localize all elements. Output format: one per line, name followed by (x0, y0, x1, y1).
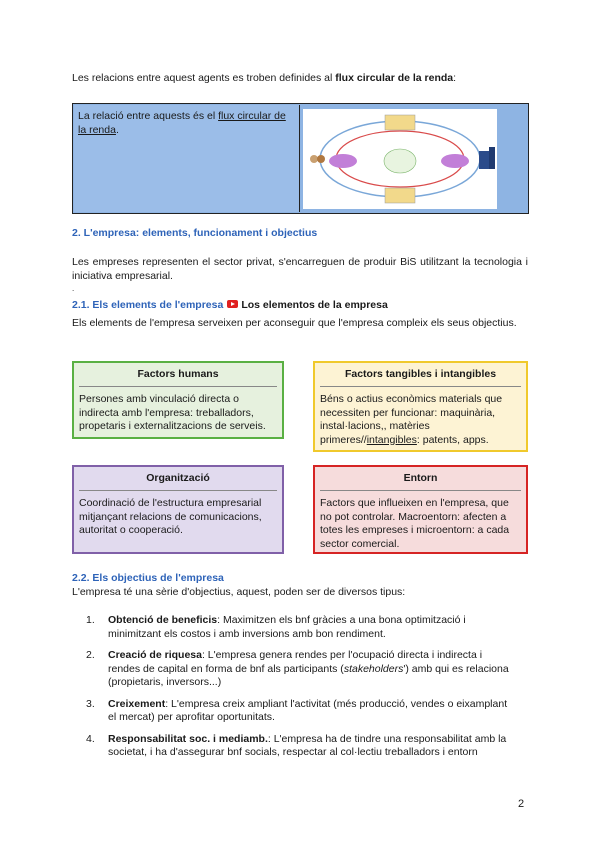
card-body: Factors que influeixen en l'empresa, que no pot controlar. Macroentorn: afecten a totes les empreses i microentorn: a cada sector comercial. (320, 497, 510, 550)
youtube-icon[interactable] (227, 300, 238, 308)
stray-dot: . (72, 284, 75, 293)
card-body: Coordinació de l'estructura empresarial mitjançant relacions de comunicacions, autoritat o cooperació. (79, 497, 262, 536)
flux-diagram-image (303, 109, 497, 209)
section-2-heading: 2. L'empresa: elements, funcionament i objectius (72, 227, 318, 239)
list-item-italic: stakeholders (343, 662, 404, 675)
list-item-text: : L'empresa creix ampliant l'activitat (més producció, vendes o eixamplant el mercat) per aprofitar oportunitats. (108, 697, 508, 723)
section-2-paragraph: Les empreses representen el sector privat, s'encarreguen de produir BiS utilitzant la tecnologia i iniciativa empresarial. (72, 256, 528, 282)
circular-flow-diagram (303, 109, 497, 209)
section-2-1-title: 2.1. Els elements de l'empresa (72, 299, 224, 311)
card-body-underlined: intangibles (366, 433, 417, 446)
intro-colon: : (453, 72, 457, 84)
page-number: 2 (518, 798, 525, 810)
intro-text: Les relacions entre aquest agents es troben definides al (72, 72, 336, 84)
card-body (320, 393, 521, 447)
intro-bold: flux circular de la renda (335, 72, 454, 84)
list-item (86, 649, 516, 690)
list-number: 2. (86, 649, 95, 661)
flux-text-cell (74, 105, 300, 212)
card-title: Entorn (320, 472, 521, 491)
section-2-1-paragraph: Els elements de l'empresa serveixen per aconseguir que l'empresa compleix els seus objectius. (72, 317, 517, 329)
list-item-bold: Obtenció de beneficis (108, 614, 218, 626)
card-body-end: : patents, apps. (416, 433, 489, 446)
list-item-text: : L'empresa genera rendes per l'ocupació directa i indirecta i rendes de capital en forma de bnf als participants ( (108, 649, 483, 675)
list-item-bold: Responsabilitat soc. i mediamb. (108, 732, 268, 745)
section-2-1-heading (72, 299, 388, 311)
card-body-text: Béns o actius econòmics materials que necessiten per funcionar: maquinària, instal·lacions,, matèries primeres// (320, 393, 503, 446)
section-2-2-paragraph: L'empresa té una sèrie d'objectius, aquest, poden ser de diversos tipus: (72, 586, 406, 598)
list-item (86, 698, 516, 725)
card-title: Factors tangibles i intangibles (320, 368, 521, 387)
list-number: 1. (86, 614, 95, 626)
card-title: Organització (79, 472, 277, 491)
list-number: 3. (86, 697, 95, 710)
card-title: Factors humans (79, 368, 277, 387)
list-item (86, 614, 516, 641)
card-entorn (313, 465, 528, 554)
list-item-bold: Creació de riquesa (108, 649, 202, 661)
list-item-text-end: ') amb qui es relaciona (propietaris, inversors...) (108, 662, 509, 688)
flux-text: La relació entre aquests és el (78, 110, 219, 122)
list-item-text: : Maximitzen els bnf gràcies a una bona optimització i minimitzant els costos i amb inversions amb bon rendiment. (108, 614, 466, 640)
intro-paragraph (72, 71, 532, 85)
video-link[interactable]: Los elementos de la empresa (241, 299, 388, 311)
flux-end: . (115, 124, 119, 136)
flux-table (72, 103, 529, 214)
flux-link[interactable]: flux circular de la renda (78, 110, 286, 136)
objectives-list (86, 614, 516, 768)
section-2-2-heading: 2.2. Els objectius de l'empresa (72, 572, 224, 584)
list-item-bold: Creixement (108, 697, 166, 710)
card-body: Persones amb vinculació directa o indirecta amb l'empresa: treballadors, propetaris i externalitzacions de serveis. (79, 393, 266, 432)
card-organitzacio (72, 465, 284, 554)
list-number: 4. (86, 732, 95, 745)
card-factors-tangibles (313, 361, 528, 452)
list-item-text: : L'empresa ha de tindre una responsabilitat amb la societat, i ha d'assegurar bnf socials, respectar al col·lectiu treballadors i entorn (108, 732, 507, 758)
card-factors-humans (72, 361, 284, 439)
list-item (86, 733, 516, 760)
